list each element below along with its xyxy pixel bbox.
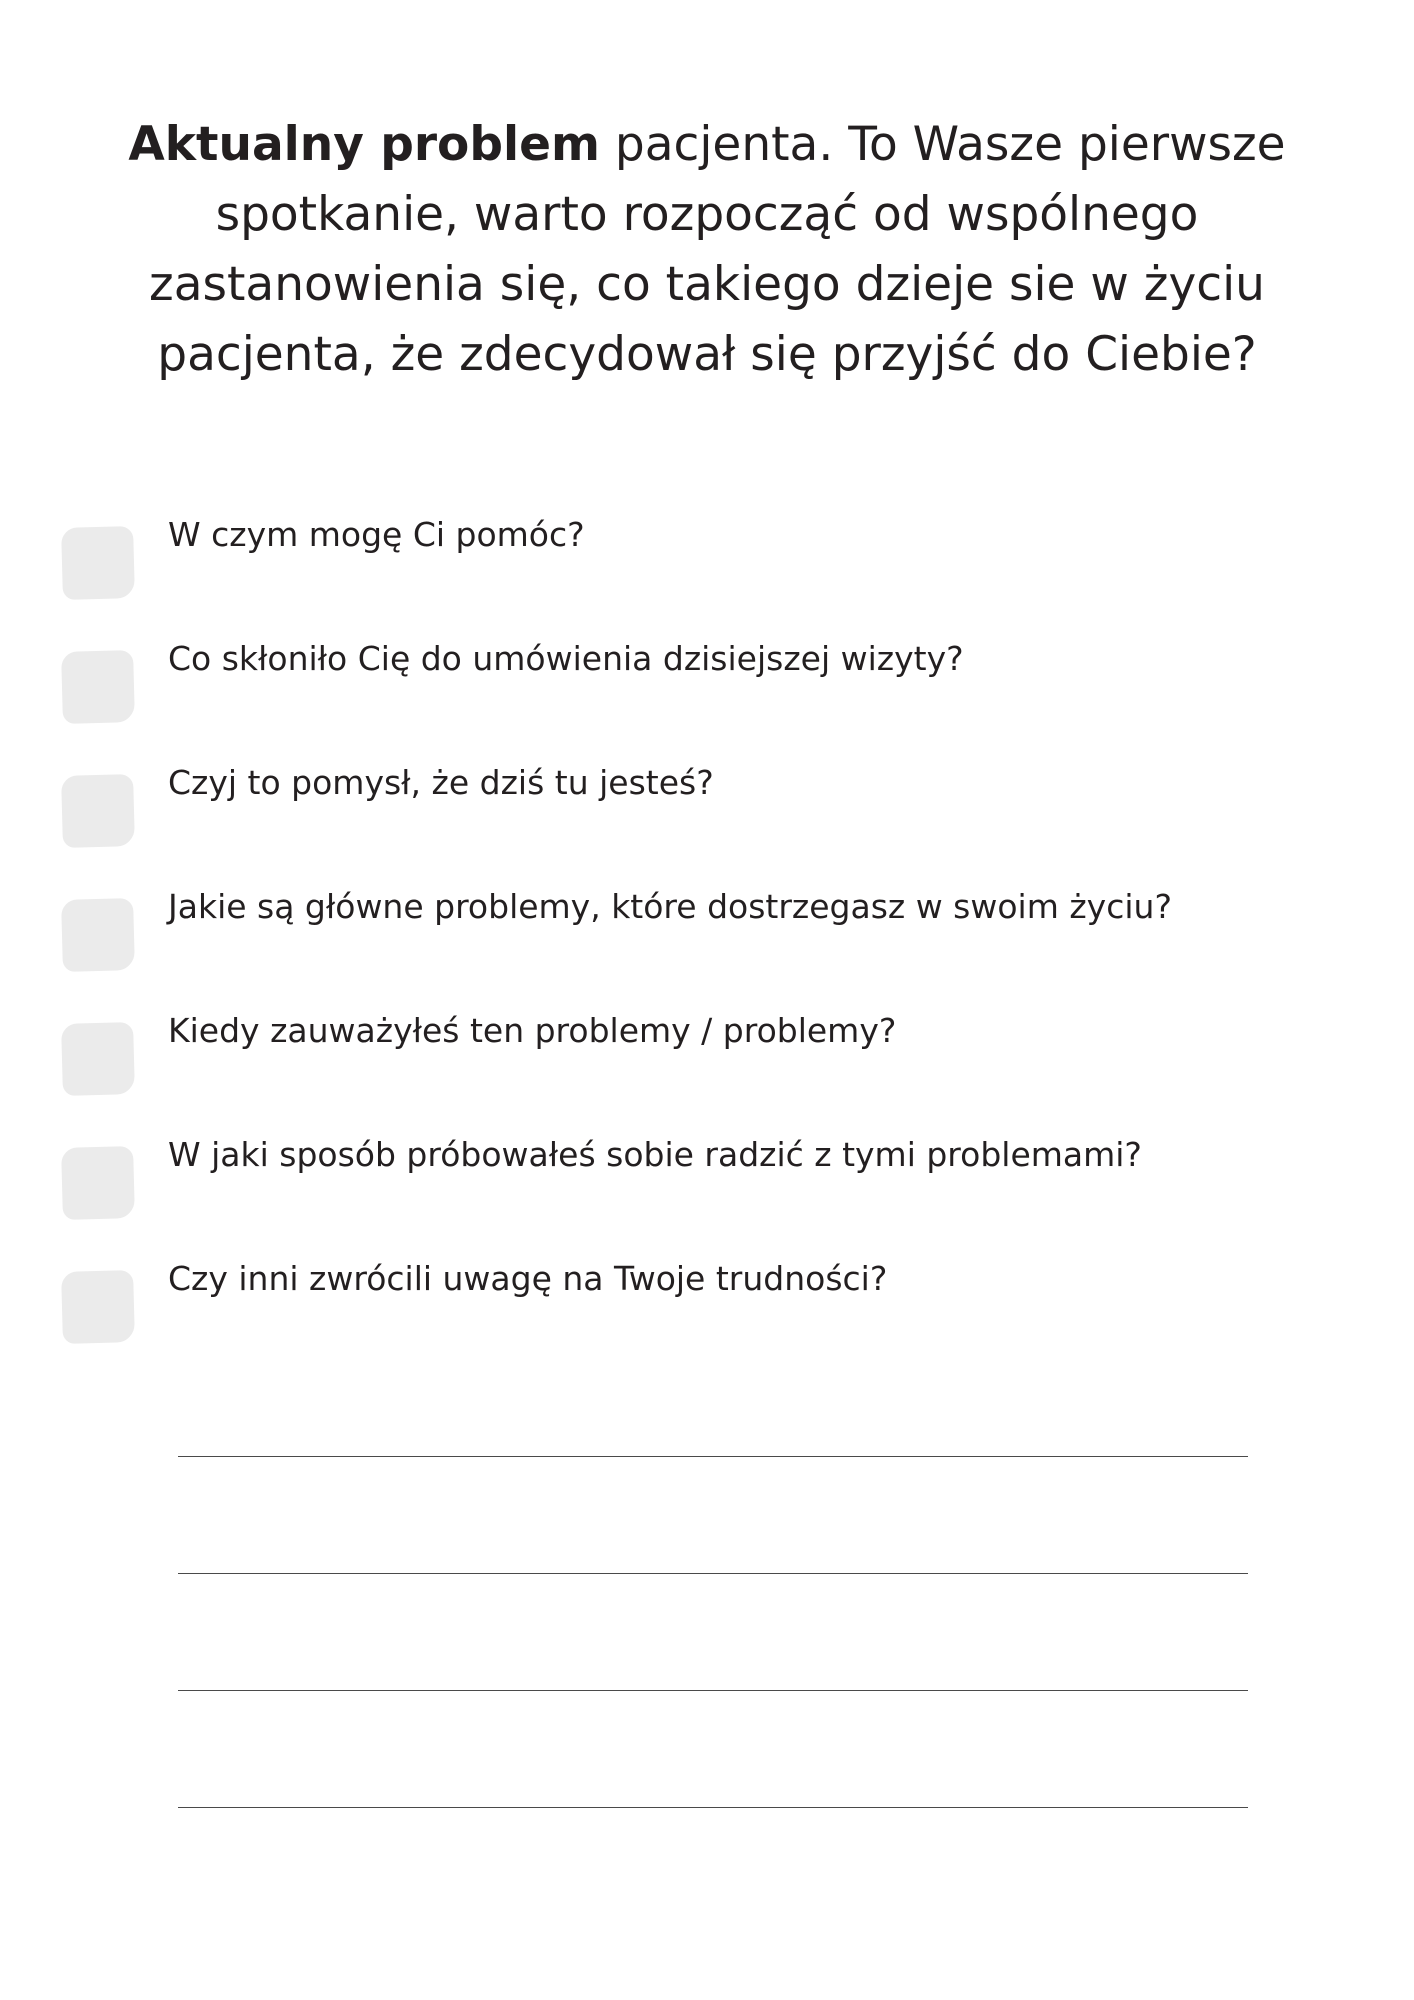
checkbox[interactable]	[61, 650, 135, 724]
checklist-item	[60, 1125, 1360, 1249]
question-text: W czym mogę Ci pomóc?	[168, 515, 585, 554]
note-line	[178, 1573, 1248, 1574]
question-text: Czy inni zwrócili uwagę na Twoje trudności?	[168, 1259, 888, 1298]
checklist-item	[60, 877, 1360, 1001]
checkbox[interactable]	[61, 1270, 135, 1344]
question-text: Czyj to pomysł, że dziś tu jesteś?	[168, 763, 714, 802]
checklist-item	[60, 505, 1360, 629]
question-text: Co skłoniło Cię do umówienia dzisiejszej wizyty?	[168, 639, 964, 678]
note-line	[178, 1456, 1248, 1457]
checklist-item	[60, 629, 1360, 753]
checklist-item	[60, 753, 1360, 877]
note-line	[178, 1690, 1248, 1691]
page-heading	[100, 110, 1314, 390]
note-line	[178, 1807, 1248, 1808]
checkbox[interactable]	[61, 1146, 135, 1220]
heading-bold-title: Aktualny problem	[128, 117, 600, 172]
question-text: Kiedy zauważyłeś ten problemy / problemy?	[168, 1011, 897, 1050]
checkbox[interactable]	[61, 898, 135, 972]
question-text: Jakie są główne problemy, które dostrzegasz w swoim życiu?	[168, 887, 1172, 926]
checkbox[interactable]	[61, 526, 135, 600]
question-text: W jaki sposób próbowałeś sobie radzić z tymi problemami?	[168, 1135, 1142, 1174]
notes-area[interactable]	[178, 1456, 1248, 1924]
checklist-item	[60, 1001, 1360, 1125]
checkbox[interactable]	[61, 774, 135, 848]
checklist-item	[60, 1249, 1360, 1373]
checkbox[interactable]	[61, 1022, 135, 1096]
heading-description: pacjenta. To Wasze pierwsze spotkanie, warto rozpocząć od wspólnego zastanowienia się, co takiego dzieje sie w życiu pacjenta, że zdecydował się przyjść do Ciebie?	[149, 117, 1286, 382]
question-checklist	[60, 505, 1360, 1373]
